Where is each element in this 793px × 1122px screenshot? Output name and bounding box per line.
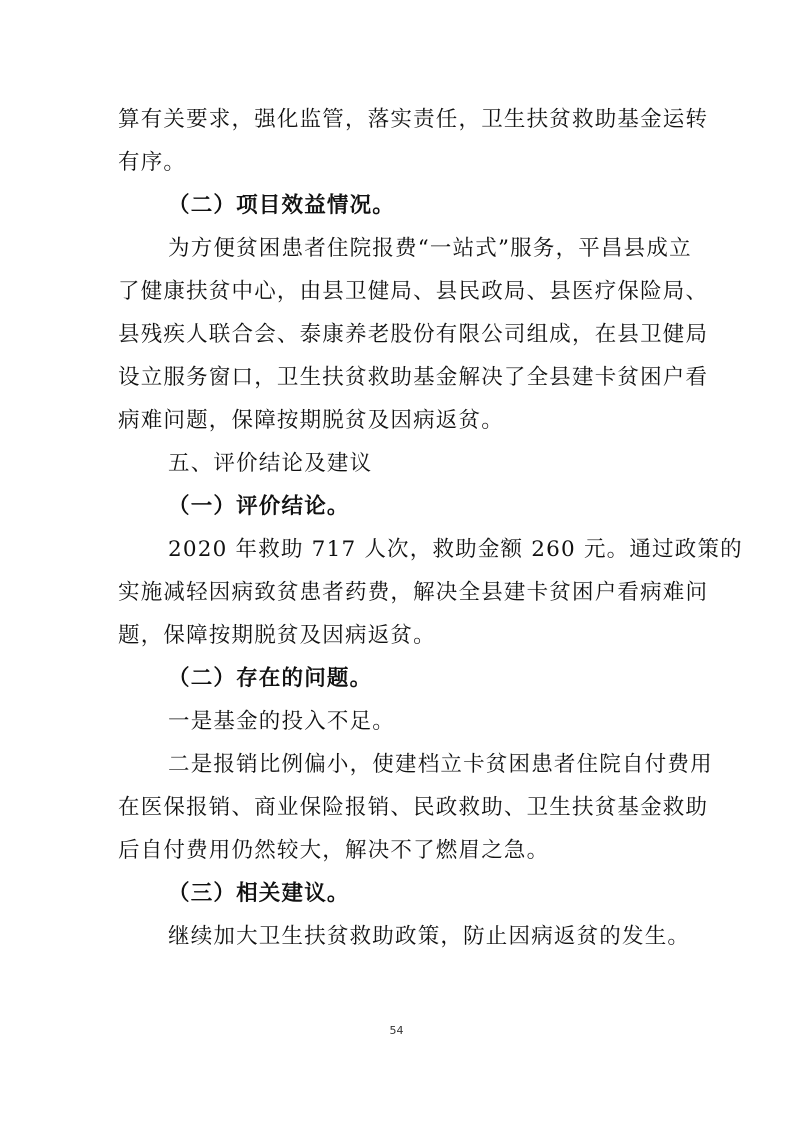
paragraph-line: 2020 年救助 717 人次，救助金额 260 元。通过政策的: [168, 537, 743, 562]
paragraph-line: 后自付费用仍然较大，解决不了燃眉之急。: [118, 838, 550, 863]
section-heading: （二）项目效益情况。: [168, 193, 396, 218]
paragraph-line: 一是基金的投入不足。: [168, 709, 396, 734]
paragraph-line: 病难问题，保障按期脱贫及因病返贫。: [118, 408, 504, 433]
paragraph-line: 继续加大卫生扶贫救助政策，防止因病返贫的发生。: [168, 924, 691, 949]
paragraph-line: 为方便贫困患者住院报费“一站式”服务，平昌县成立: [168, 236, 692, 261]
paragraph-line: 二是报销比例偏小，使建档立卡贫困患者住院自付费用: [168, 752, 713, 777]
paragraph-line: 实施减轻因病致贫患者药费，解决全县建卡贫困户看病难问: [118, 580, 709, 605]
paragraph-line: 了健康扶贫中心，由县卫健局、县民政局、县医疗保险局、: [118, 279, 709, 304]
body-text: [118, 98, 743, 958]
chapter-heading: 五、评价结论及建议: [168, 451, 373, 476]
paragraph-line: 算有关要求，强化监管，落实责任，卫生扶贫救助基金运转: [118, 107, 709, 132]
page-number: 54: [389, 1024, 404, 1037]
section-heading: （一）评价结论。: [168, 494, 350, 519]
paragraph-line: 题，保障按期脱贫及因病返贫。: [118, 623, 436, 648]
section-heading: （二）存在的问题。: [168, 666, 373, 691]
paragraph-line: 县残疾人联合会、泰康养老股份有限公司组成，在县卫健局: [118, 322, 709, 347]
paragraph-line: 有序。: [118, 150, 187, 175]
section-heading: （三）相关建议。: [168, 881, 350, 906]
paragraph-line: 设立服务窗口，卫生扶贫救助基金解决了全县建卡贫困户看: [118, 365, 709, 390]
paragraph-line: 在医保报销、商业保险报销、民政救助、卫生扶贫基金救助: [118, 795, 709, 820]
